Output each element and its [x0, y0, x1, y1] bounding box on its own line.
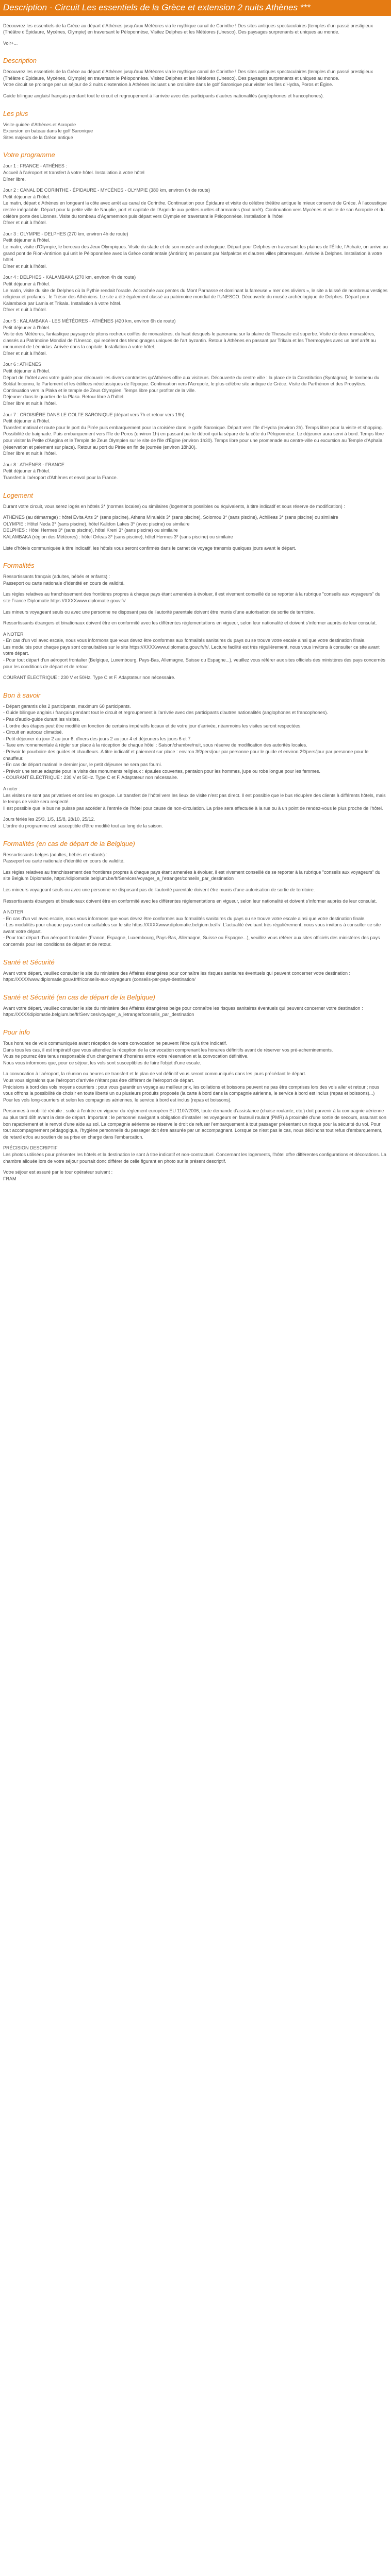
content	[0, 16, 391, 1182]
section-paragraph: Votre séjour est assuré par le tour opérateur suivant : FRAM	[3, 1170, 113, 1181]
section-3	[3, 492, 388, 552]
section-paragraph: Jour 6 : ATHÈNES Petit déjeuner à l'hôtel. Départ de l'hôtel avec votre guide pour découvrir les divers contrastes qu'Athènes offre aux visiteurs. Découverte du centre ville : la place de la Constitution (Syntagma), le tombeau du Soldat Inconnu, le Parlement et les édifices néoclassiques de l'époque. Continuation vers l'Acropole, le plus célèbre site antique de Grèce. Visite du Parthénon et des Propylées. Continuation vers la Plaka et le temple de Zeus Olympien. Temps libre pour profiter de la ville. Déjeuner dans le quartier de la Plaka. Retour libre à l'hôtel. Dîner libre et nuit à l'hôtel.	[3, 362, 380, 406]
section-heading: Bon à savoir	[3, 691, 41, 699]
section-paragraph: Jour 1 : FRANCE - ATHÈNES : Accueil à l'aéroport et transfert à votre hôtel. Installation à votre hôtel Dîner libre.	[3, 163, 144, 182]
section-heading: Santé et Sécurité (en cas de départ de la Belgique)	[3, 993, 155, 1001]
section-paragraph: Liste d'hôtels communiquée à titre indicatif, les hôtels vous seront confirmés dans le carnet de voyage transmis quelques jours avant le départ.	[3, 545, 297, 551]
page-title	[0, 0, 391, 16]
section-paragraph: Les règles relatives au franchissement des frontières propres à chaque pays étant amenées à évoluer, il est vivement conseillé de se reporter à la rubrique "conseils aux voyageurs" du site France Diplomatie.https://XXXXwww.diplomatie.gouv.fr/	[3, 591, 381, 603]
section-paragraph: Les mineurs voyageant seuls ou avec une personne ne disposant pas de l'autorité parentale doivent être munis d'une autorisation de sortie de territoire.	[3, 609, 315, 615]
section-heading: Votre programme	[3, 151, 55, 159]
section-9	[3, 1028, 388, 1182]
section-paragraph: Avant votre départ, veuillez consulter le site du ministère des Affaires étrangères belge pour connaître les risques sanitaires éventuels qui peuvent concerner votre destination : https://XXXXdiplomatie.belgium.be/fr/Services/voyager_a_letranger/conseils_par_destination	[3, 1005, 363, 1018]
section-7	[3, 958, 388, 983]
section-paragraph: Durant votre circuit, vous serez logés en hôtels 3* (normes locales) ou similaires (logements possibles ou équivalents, à titre indicatif et sous réserve de modification) :	[3, 503, 345, 509]
page-title-text: Description - Circuit Les essentiels de la Grèce et extension 2 nuits Athènes ***	[3, 3, 311, 12]
section-paragraph: Jours fériés les 25/3, 1/5, 15/8, 28/10, 25/12. L'ordre du programme est susceptible d'être modifié tout au long de la saison.	[3, 817, 163, 828]
section-paragraph: Jour 3 : OLYMPIE - DELPHES (270 km, environ 4h de route) Petit déjeuner à l'hôtel. Le matin, visite d'Olympie, le berceau des Jeux Olympiques. Visite du stade et de son musée archéologique. Départ pour Delphes en traversant les plaines de l'Élide, l'Achaïe, on arrive au grand pont de Rion-Antirrion qui unit le Péloponnèse avec la Grèce continentale (Antirion) en passant par Nafpaktos et d'autres villes pittoresques. Arrivée à Delphes. Installation à votre hôtel. Dîner et nuit à l'hôtel.	[3, 231, 388, 269]
read-more-link[interactable]: Voir+...	[3, 40, 18, 46]
section-paragraph: Ressortissants français (adultes, bébés et enfants) : Passeport ou carte nationale d'identité en cours de validité.	[3, 574, 125, 586]
section-paragraph: PRÉCISION DESCRIPTIF Les photos utilisées pour présenter les hôtels et la destination le sont à titre indicatif et non-contractuel. Concernant les logements, l'hôtel offre différentes configurations et décorations. La chambre allouée lors de votre séjour pourrait donc différer de celle figurant en photo sur le présent descriptif.	[3, 1145, 386, 1164]
section-paragraph: Tous horaires de vols communiqués avant réception de votre convocation ne peuvent l'être qu'à titre indicatif. Dans tous les cas, il est impératif que vous attendiez la réception de la convocation comprenant les horaires définitifs avant de réserver vos pré-acheminements. Vous ne pourrez être tenus responsable d'un changement d'horaires entre votre réservation et la convocation définitive. Nous vous informons que, pour ce séjour, les vols sont susceptibles de faire l'objet d'une escale.	[3, 1041, 333, 1065]
section-paragraph: Ressortissants étrangers et binationaux doivent être en conformité avec les différentes réglementations en vigueur, selon leur nationalité et doivent s'informer auprès de leur consulat.	[3, 898, 377, 904]
section-heading: Logement	[3, 491, 33, 499]
section-paragraph: Découvrez les essentiels de la Grèce au départ d'Athènes jusqu'aux Météores via le mythique canal de Corinthe ! Des sites antiques spectaculaires (temples d'un passé prestigieux (Théâtre d'Épidaure, Mycènes, Olympie) en traversant le Péloponnèse. Visitez Delphes et les Météores (Unesco). Des paysages surprenants et uniques au monde. Votre circuit se prolonge par un séjour de 2 nuits d'extension à Athènes incluant une croisière dans le golf Saronique pour visiter les îles d'Hydra, Poros et Égine.	[3, 69, 373, 88]
section-heading: Les plus	[3, 109, 28, 117]
section-5	[3, 691, 388, 829]
section-paragraph: Visite guidée d'Athènes et Acropole Excursion en bateau dans le golf Saronique Sites majeurs de la Grèce antique	[3, 122, 93, 140]
intro-text: Découvrez les essentiels de la Grèce au départ d'Athènes jusqu'aux Météores via le mythique canal de Corinthe ! Des sites antiques spectaculaires (temples d'un passé prestigieux (Théâtre d'Épidaure, Mycènes, Olympie) en traversant le Péloponnèse, Visitez Delphes et les Météores (Unesco). Des paysages surprenants et uniques au monde.	[3, 23, 373, 35]
section-paragraph: La convocation à l'aéroport, la réunion ou heures de transfert et le plan de vol définitif vous seront communiqués dans les jours précédant le départ. Vous vous signalons que l'aéroport d'arrivée n'étant pas être différent de l'aéroport de départ. Précisions à bord des vols moyens courriers : pour vous garantir un voyage au meilleur prix, les collations et boissons peuvent ne pas être comprises lors des vols aller et retour ; nous vous offrons la possibilité de choisir en toute liberté un ou plusieurs produits proposés (la carte à bord dans la compagnie aérienne, le service à bord est inclus (repas et boissons)...) Pour les vols long-courriers et selon les compagnies aériennes, le service à bord est inclus (repas et boissons).	[3, 1071, 380, 1103]
section-heading: Pour info	[3, 1028, 30, 1037]
section-paragraph: Jour 2 : CANAL DE CORINTHE - ÉPIDAURE - MYCÈNES - OLYMPIE (380 km, environ 6h de route) Petit déjeuner à l'hôtel. Le matin, départ d'Athènes en longeant la côte avec arrêt au canal de Corinthe. Continuation pour Épidaure et visite du célèbre théâtre antique le mieux conservé de Grèce. À l'acoustique restée inégalable. Départ pour la petite ville de Nauplie, port et capitale de l'Argolide aux petites ruelles charmantes (tout arrêt). Continuation vers Mycènes et visite de son Acropole et du célèbre porte des Lionnes. Visite du tombeau d'Agamemnon puis départ vers Olympie en traversant le Péloponnèse. Installation à l'hôtel Dîner et nuit à l'hôtel.	[3, 188, 387, 226]
section-paragraph: Ressortissants étrangers et binationaux doivent être en conformité avec les différentes réglementations en vigueur, selon leur nationalité et doivent s'informer auprès de leur consulat.	[3, 620, 377, 626]
sections	[3, 57, 388, 1182]
section-paragraph: Guide bilingue anglais/ français pendant tout le circuit et regroupement à l'arrivée avec des participants d'autres nationalités (anglophones et francophones).	[3, 93, 324, 99]
section-1	[3, 110, 388, 141]
section-paragraph: ATHÈNES (au démarrage) : hôtel Evita Arts 3* (sans piscine), Athens Miralakis 3* (sans piscine), Solomou 3* (sans piscine), Achilleas 3* (sans piscine) ou similaire OLYMPIE : Hôtel Neda 3* (sans piscine), hôtel Kalidon Lakes 3* (avec piscine) ou similaire DELPHES : Hôtel Hermes 3* (sans piscine), hôtel Kreni 3* (sans piscine) ou similaire KALAMBAKA (région des Météores) : hôtel Orfeas 3* (sans piscine), hôtel Hermes 3* (sans piscine) ou similaire	[3, 515, 338, 539]
section-paragraph: - Départ garantis dès 2 participants, maximum 60 participants. - Guide bilingue anglais / français pendant tout le circuit et regroupement à l'arrivée avec des participants d'autres nationalités (anglophones et francophones). - Pas d'audio-guide durant les visites. - L'ordre des étapes peut être modifié en fonction de certains impératifs locaux et de votre jour d'arrivée, néanmoins les visites seront respectées. - Circuit en autocar climatisé. - Petit déjeuner du jour 2 au jour 6, dîners des jours 2 au jour 4 et déjeuners les jours 6 et 7. - Taxe environnementale à régler sur place à la réception de chaque hôtel : Saison/chambre/nuit, sous réserve de modification des autorités locales. - Prévoir le pourboire des guides et chauffeurs. A titre indicatif et paiement sur place : environ 3€/pers/jour par personne pour le guide et environ 2€/pers/jour par personne pour le chauffeur. - En cas de départ matinal le dernier jour, le petit déjeuner ne sera pas fourni. - Prévoir une tenue adaptée pour la visite des monuments religieux : épaules couvertes, pantalon pour les hommes, jupe ou robe longue pour les femmes. - COURANT ÉLECTRIQUE : 230 V et 50Hz. Type C et F. Adaptateur non nécessaire.	[3, 703, 369, 781]
section-2	[3, 151, 388, 481]
section-heading: Santé et Sécurité	[3, 958, 55, 966]
section-heading: Formalités (en cas de départ de la Belgique)	[3, 839, 135, 848]
section-paragraph: A NOTER - En cas d'un vol avec escale, nous vous informons que vous devez être conformes aux formalités sanitaires du pays ou se trouve votre escale ainsi que votre destination finale. Les modalités pour chaque pays sont consultables sur le site https://XXXXwww.diplomatie.gouv.fr/fr/. Lecture facilité est très régulièrement, nous vous invitons à consulter ce site avant votre départ. - Pour tout départ d'un aéroport frontalier (Belgique, Luxembourg, Pays-Bas, Allemagne, Suisse ou Espagne...), veuillez vous référer aux sites officiels des ministères des pays concernés pour les conditions de départ et de retour.	[3, 631, 385, 669]
section-paragraph: Jour 7 : CROISIÈRE DANS LE GOLFE SARONIQUE (départ vers 7h et retour vers 19h). Petit déjeuner à l'hôtel. Transfert matinal et route pour le port du Pirée puis embarquement pour la croisière dans le golfe Saronique. Départ vers l'île d'Hydra (environ 2h). Temps libre pour la visite et shopping. Possibilité de baignade. Puis embarquement vers l'île de Poros (environ 1h) en passant par le détroit qui la sépare de la côte du Péloponnèse. Le déjeuner aura servi à bord. Temps libre pour visiter la Petite d'Aegina et le Temple de Zeus Olympien sur le site de l'île d'Égine (environ 1h30). Temps libre pour une promenade au centre-ville ou excursion au Temple d'Aphaïa (réservation et paiement sur place). Retour au port du Pirée en fin de journée (environ 18h30). Dîner libre et nuit à l'hôtel.	[3, 412, 384, 456]
section-paragraph: Personnes à mobilité réduite : suite à l'entrée en vigueur du règlement européen EU 1107/2006, toute demande d'assistance (chaise roulante, etc.) doit parvenir à la compagnie aérienne au plus tard 48h avant la date de départ. Important : le personnel navigant a obligation d'installer les voyageurs en fauteuil roulant (PMR) à proximité d'une sortie de secours, assurant son bon rapatriement et le renvoi d'une aide au sol. La compagnie aérienne se réserve le droit de refuser l'embarquement à tout passager présentant un risque pour la sécurité du vol. Pour tout accompagnement pédagogique, l'hygiène personnelle du passager doit être assurée par un accompagnant. Lorsque ce n'est pas le cas, nous déclinons tout refus d'embarquement, de retard et/ou au soutien de sa prise en charge dans l'embarcation.	[3, 1108, 386, 1140]
section-paragraph: Ressortissants belges (adultes, bébés et enfants) : Passeport ou carte nationale d'identité en cours de validité.	[3, 852, 125, 864]
section-paragraph: Jour 8 : ATHÈNES - FRANCE Petit déjeuner à l'hôtel. Transfert à l'aéroport d'Athènes et envol pour la France.	[3, 462, 118, 480]
section-paragraph: A NOTER - En cas d'un vol avec escale, nous vous informons que vous devez être conformes aux formalités sanitaires du pays ou se trouve votre escale ainsi que votre destination finale. - Les modalités pour chaque pays sont consultables sur le site https://XXXXwww.diplomatie.belgium.be/fr/. L'actualité évoluant très régulièrement, nous vous invitons à consulter ce site avant votre départ. - Pour tout départ d'un aéroport frontalier (France, Espagne, Luxembourg, Pays-Bas, Allemagne, Suisse ou Espagne...), veuillez vous référer aux sites officiels des ministères des pays concernés pour les conditions de départ et de retour.	[3, 909, 381, 947]
section-paragraph: Les mineurs voyageant seuls ou avec une personne ne disposant pas de l'autorité parentale doivent être munis d'une autorisation de sortie de territoire.	[3, 887, 315, 892]
section-heading: Description	[3, 57, 37, 65]
section-paragraph: Jour 4 : DELPHES - KALAMBAKA (270 km, environ 4h de route) Petit déjeuner à l'hôtel. Le matin, visite du site de Delphes où la Pythie rendait l'oracle. Accrochée aux pentes du Mont Parnasse et dominant la fameuse « mer des oliviers », le site a laissé de nombreux vestiges religieux et profanes : le Trésor des Athéniens. Le site a été également classé au patrimoine mondial de l'UNESCO. Découverte du musée archéologique de Delphes. Départ pour Kalambaka par Lamia et Trikala. Installation à votre hôtel. Dîner et nuit à l'hôtel.	[3, 275, 388, 313]
section-paragraph: Les règles relatives au franchissement des frontières propres à chaque pays étant amenées à évoluer, il est vivement conseillé de se reporter à la rubrique "conseils aux voyageurs" du site Belgium Diplomatie, https://diplomatie.belgium.be/fr/Services/voyager_a_l'etranger/conseils_par_destination	[3, 869, 381, 882]
section-paragraph: Avant votre départ, veuillez consulter le site du ministère des Affaires étrangères pour connaître les risques sanitaires éventuels qui peuvent concerner votre destination : https://XXXXwww.diplomatie.gouv.fr/fr/conseils-aux-voyageurs (conseils-par-pays-destination/	[3, 970, 351, 982]
section-paragraph: Jour 5 : KALAMBAKA - LES MÉTÉORES - ATHÈNES (420 km, environ 6h de route) Petit déjeuner à l'hôtel. Visite des Météores, fantastique paysage de pitons rocheux coiffés de monastères, du haut desquels le panorama sur la plaine de Thessalie est superbe. Visite de deux monastères, classés au Patrimoine Mondial de l'Unesco, qui recèlent des témoignages uniques de l'art byzantin. Retour à Athènes en passant par Trikala et les Thermopyles avec un bref arrêt au monument de Léonidas. Arrivée dans la capitale. Installation à votre hôtel. Dîner et nuit à l'hôtel.	[3, 318, 376, 356]
section-paragraph: COURANT ÉLECTRIQUE : 230 V et 50Hz. Type C et F. Adaptateur non nécessaire.	[3, 675, 175, 681]
section-heading: Formalités	[3, 562, 35, 570]
section-8	[3, 993, 388, 1018]
section-0	[3, 57, 388, 99]
section-4	[3, 562, 388, 681]
section-6	[3, 840, 388, 948]
section-paragraph: A noter : Les visites ne sont pas privatives et ont lieu en groupe. Le transfert de l'hôtel vers les lieux de visite n'est pas direct. Il est possible que le bus récupère des clients à différents hôtels, mais le temps de visite sera respecté. Il est possible que le bus ne puisse pas accéder à l'entrée de l'hôtel pour cause de non-circulation. La prise sera effectuée à la rue ou à un point de rendez-vous le plus proche de l'hôtel.	[3, 786, 386, 811]
